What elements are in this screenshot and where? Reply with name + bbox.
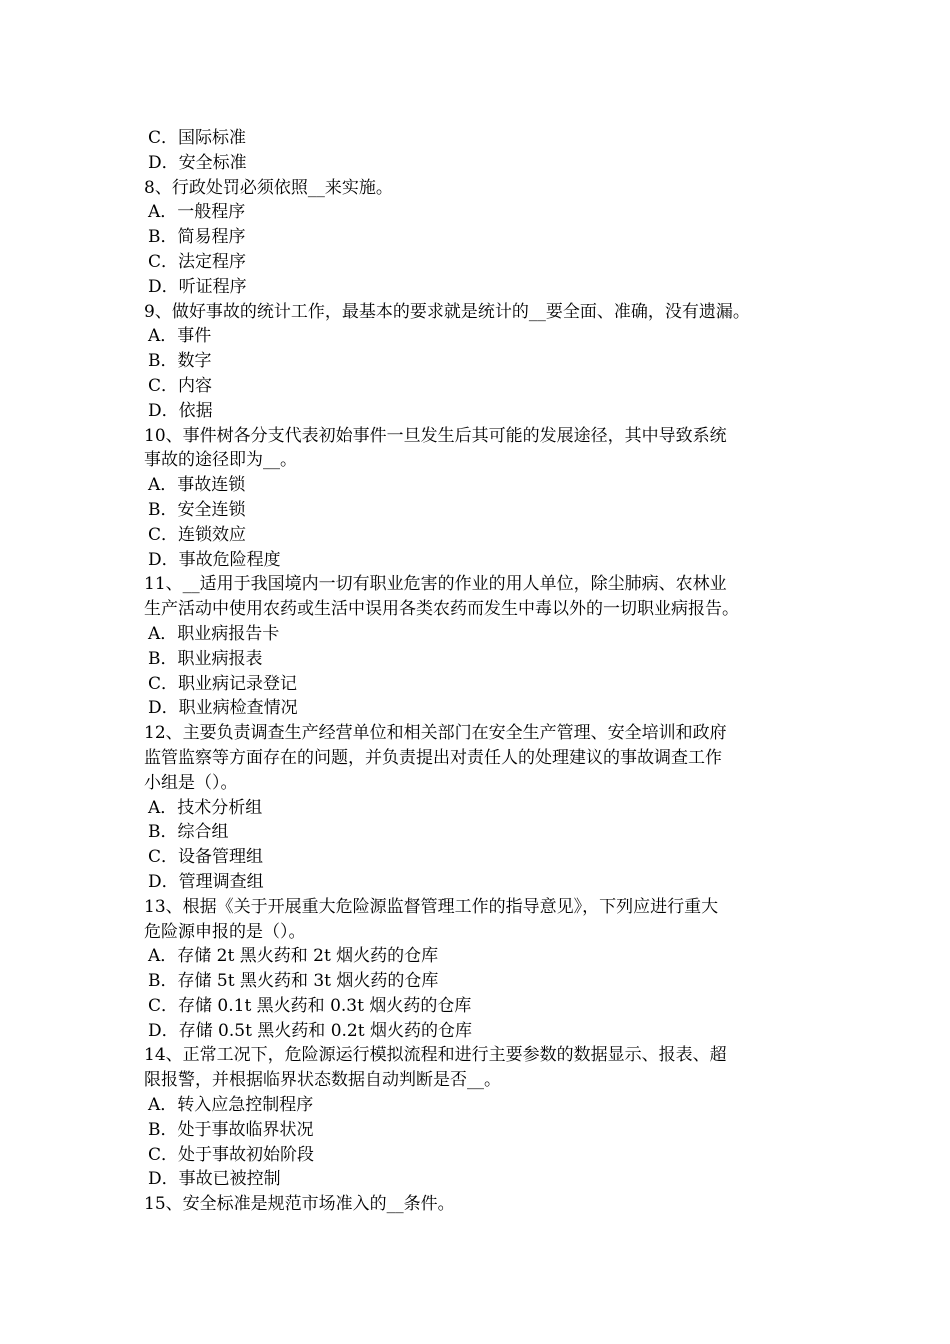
question-line: 8、行政处罚必须依照__来实施。 <box>144 177 393 198</box>
answer-option: A．转入应急控制程序 <box>148 1095 314 1116</box>
answer-option: B．数字 <box>148 351 212 372</box>
question-line: 11、__适用于我国境内一切有职业危害的作业的用人单位，除尘肺病、农林业 <box>144 574 727 595</box>
answer-option: A．存储 2t 黑火药和 2t 烟火药的仓库 <box>148 946 439 967</box>
answer-option: D．依据 <box>148 400 213 421</box>
answer-option: D．事故危险程度 <box>148 549 281 570</box>
answer-option: D．安全标准 <box>148 152 247 173</box>
question-line: 12、主要负责调查生产经营单位和相关部门在安全生产管理、安全培训和政府 <box>144 723 727 744</box>
answer-option: C．职业病记录登记 <box>148 673 298 694</box>
question-line: 15、安全标准是规范市场准入的__条件。 <box>144 1194 455 1215</box>
answer-option: B．安全连锁 <box>148 499 246 520</box>
answer-option: D．听证程序 <box>148 276 247 297</box>
question-line: 小组是（）。 <box>144 772 238 793</box>
question-text-block <box>144 126 824 1217</box>
answer-option: B．处于事故临界状况 <box>148 1119 314 1140</box>
answer-option: D．事故已被控制 <box>148 1169 281 1190</box>
answer-option: D．职业病检查情况 <box>148 698 298 719</box>
question-line: 监管监察等方面存在的问题，并负责提出对责任人的处理建议的事故调查工作 <box>144 747 722 768</box>
question-line: 事故的途径即为__。 <box>144 450 297 471</box>
answer-option: A．职业病报告卡 <box>148 623 280 644</box>
question-line: 10、事件树各分支代表初始事件一旦发生后其可能的发展途径，其中导致系统 <box>144 425 727 446</box>
question-line: 14、正常工况下，危险源运行模拟流程和进行主要参数的数据显示、报表、超 <box>144 1045 727 1066</box>
answer-option: C．处于事故初始阶段 <box>148 1144 315 1165</box>
answer-option: C．存储 0.1t 黑火药和 0.3t 烟火药的仓库 <box>148 995 472 1016</box>
answer-option: A．技术分析组 <box>148 797 263 818</box>
answer-option: A．事故连锁 <box>148 475 246 496</box>
answer-option: C．内容 <box>148 375 213 396</box>
answer-option: B．综合组 <box>148 822 229 843</box>
answer-option: C．连锁效应 <box>148 524 247 545</box>
question-line: 9、做好事故的统计工作，最基本的要求就是统计的__要全面、准确，没有遗漏。 <box>144 301 750 322</box>
answer-option: C．设备管理组 <box>148 847 264 868</box>
answer-option: C．法定程序 <box>148 251 247 272</box>
question-line: 危险源申报的是（）。 <box>144 921 306 942</box>
question-line: 限报警，并根据临界状态数据自动判断是否__。 <box>144 1070 501 1091</box>
answer-option: A．事件 <box>148 326 212 347</box>
answer-option: D．存储 0.5t 黑火药和 0.2t 烟火药的仓库 <box>148 1020 472 1041</box>
answer-option: A．一般程序 <box>148 202 246 223</box>
answer-option: C．国际标准 <box>148 128 247 148</box>
answer-option: B．存储 5t 黑火药和 3t 烟火药的仓库 <box>148 971 439 992</box>
question-line: 13、根据《关于开展重大危险源监督管理工作的指导意见》，下列应进行重大 <box>144 896 719 917</box>
answer-option: B．简易程序 <box>148 227 246 248</box>
answer-option: B．职业病报表 <box>148 648 263 669</box>
question-line: 生产活动中使用农药或生活中误用各类农药而发生中毒以外的一切职业病报告。 <box>144 599 739 620</box>
answer-option: D．管理调查组 <box>148 871 264 892</box>
